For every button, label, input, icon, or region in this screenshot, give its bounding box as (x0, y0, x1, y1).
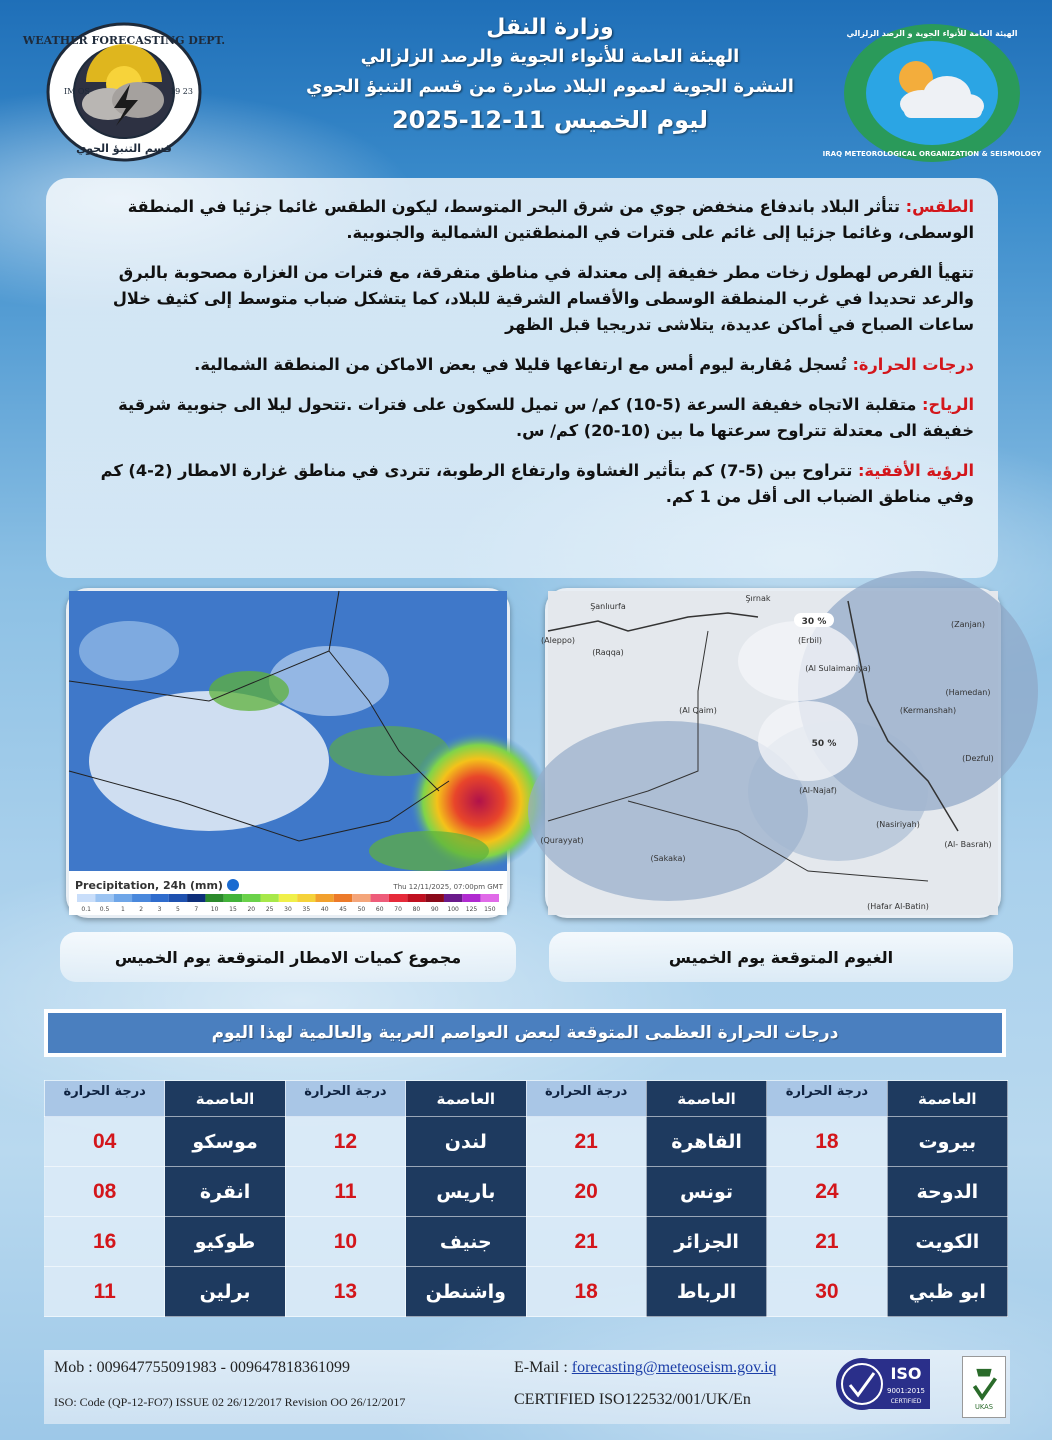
capital-temp: 24 (767, 1167, 887, 1217)
header (0, 0, 1052, 165)
email-line (514, 1359, 777, 1377)
scale-swatch (132, 894, 150, 902)
map-city-label: (Hamedan) (945, 688, 991, 697)
map-city-label: (Nasiriyah) (876, 820, 920, 829)
iso-badge-text: ISO (890, 1364, 922, 1383)
wind-paragraph (66, 392, 974, 444)
capital-name: موسكو (165, 1117, 285, 1167)
bulletin-subtitle: النشرة الجوية لعموم البلاد صادرة من قسم التنبؤ الجوي (306, 76, 794, 97)
visibility-label: الرؤية الأفقية: (857, 461, 974, 480)
map-city-label: (Dezful) (962, 754, 994, 763)
cloud-pct-center: 50 % (811, 739, 837, 749)
scale-tick-label: 30 (284, 906, 292, 913)
scale-swatch (77, 894, 95, 902)
map-city-label: (Zanjan) (951, 620, 985, 629)
scale-swatch (426, 894, 444, 902)
map-city-label: (Al Sulaimaniya) (805, 664, 871, 673)
capital-name: الجزائر (646, 1217, 766, 1267)
capital-name: انقرة (165, 1167, 285, 1217)
capital-name: الرباط (646, 1267, 766, 1317)
capital-temp: 21 (767, 1217, 887, 1267)
capital-name: باريس (406, 1167, 526, 1217)
scale-swatch (150, 894, 168, 902)
scale-tick-label: 50 (357, 906, 366, 913)
weather-bulletin (46, 178, 998, 578)
capital-name: لندن (406, 1117, 526, 1167)
capital-temp: 18 (767, 1117, 887, 1167)
scale-swatch (352, 894, 370, 902)
scale-tick-label: 0.1 (81, 906, 91, 913)
capital-name: بيروت (887, 1117, 1007, 1167)
logo-left-mark: IM OS (64, 87, 90, 96)
table-row (45, 1167, 1008, 1217)
scale-swatch (242, 894, 260, 902)
map-city-label: (Raqqa) (592, 648, 624, 657)
ministry-title: وزارة النقل (486, 15, 614, 40)
visibility-paragraph (66, 458, 974, 510)
visibility-text: تتراوح بين (5-7) كم بتأثير الغشاوة وارتفاع الرطوبة، تتردى في مناطق غزارة الامطار (2-4) كم وفي مناطق الضباب الى أقل من 1 كم. (100, 461, 974, 506)
capital-name: تونس (646, 1167, 766, 1217)
capital-name: واشنطن (406, 1267, 526, 1317)
table-row (45, 1267, 1008, 1317)
capital-temp: 21 (526, 1117, 646, 1167)
precip-map-caption: مجموع كميات الامطار المتوقعة يوم الخميس (60, 932, 516, 982)
capitals-banner-text: درجات الحرارة العظمى المتوقعة لبعض العواصم العربية والعالمية لهذا اليوم (48, 1013, 1002, 1053)
scale-tick-label: 40 (320, 906, 329, 913)
scale-tick-label: 125 (465, 906, 478, 913)
scale-swatch (114, 894, 132, 902)
temperature-label: درجات الحرارة: (852, 355, 974, 374)
logo-right-mark: 19 23 (170, 87, 193, 96)
info-icon (227, 879, 239, 891)
precip-legend-title: Precipitation, 24h (mm) (75, 879, 223, 892)
map-city-label: (Qurayyat) (540, 836, 584, 845)
map-city-label: (Hafar Al-Batin) (867, 902, 929, 911)
header-capital: العاصمة (165, 1081, 285, 1117)
scale-swatch (462, 894, 480, 902)
iso-badge-sub: 9001:2015 (887, 1387, 925, 1395)
mobile-numbers: Mob : 009647755091983 - 009647818361099 (54, 1359, 350, 1376)
map-city-label: (Al-Najaf) (799, 786, 837, 795)
header-temperature: درجة الحرارة (767, 1081, 887, 1117)
scale-tick-label: 25 (265, 906, 274, 913)
scale-tick-label: 1 (120, 906, 125, 913)
scale-swatch (481, 894, 499, 902)
scale-swatch (95, 894, 113, 902)
temperature-paragraph (66, 352, 974, 378)
cloud-map-caption: الغيوم المتوقعة يوم الخميس (549, 932, 1013, 982)
capital-name: طوكيو (165, 1217, 285, 1267)
header-temperature: درجة الحرارة (285, 1081, 405, 1117)
capital-name: جنيف (406, 1217, 526, 1267)
scale-tick-label: 20 (247, 906, 256, 913)
wind-label: الرياح: (922, 395, 974, 414)
capital-name: ابو ظبي (887, 1267, 1007, 1317)
map-city-label: Şanlıurfa (590, 602, 626, 611)
scale-tick-label: 15 (229, 906, 237, 913)
capital-temp: 11 (285, 1167, 405, 1217)
scale-swatch (187, 894, 205, 902)
weather-paragraph (66, 194, 974, 246)
capital-temp: 18 (526, 1267, 646, 1317)
table-row (45, 1217, 1008, 1267)
table-header-row (45, 1081, 1008, 1117)
map-city-label: (Sakaka) (650, 854, 686, 863)
bulletin-date: ليوم الخميس 11-12-2025 (391, 106, 709, 134)
scale-tick-label: 60 (375, 906, 384, 913)
scale-swatch (316, 894, 334, 902)
rain-paragraph: تتهيأ الفرص لهطول زخات مطر خفيفة إلى معتدلة في مناطق متفرقة، مع فترات من الغزارة مصحوبة بالبرق والرعد تحديدا في غرب المنطقة الوسطى والأقسام الشرقية للبلاد، كما يتشكل ضباب متوسط إلى كثيف خلال ساعات الصباح في أماكن عديدة، يتلاشى تدريجيا قبل الظهر (112, 263, 974, 334)
map-city-label: (Erbil) (797, 636, 823, 645)
weather-text: تتأثر البلاد باندفاع منخفض جوي من شرق البحر المتوسط، ليكون الطقس غائما جزئيا في المنطقة الوسطى، وغائما جزئيا إلى غائم على فترات في المنطقتين الشمالية والجنوبية. (127, 197, 974, 242)
wind-text: متقلبة الاتجاه خفيفة السرعة (5-10) كم/ س تميل للسكون على فترات .تتحول ليلا الى جنوبية شرقية خفيفة الى معتدلة تتراوح سرعتها ما بين (10-20) كم/ س. (118, 395, 974, 440)
scale-tick-label: 150 (484, 906, 496, 913)
map-city-label: (Kermanshah) (899, 706, 957, 715)
capital-temp: 20 (526, 1167, 646, 1217)
map-city-label: Şırnak (745, 594, 771, 603)
scale-swatch (260, 894, 278, 902)
scale-tick-label: 70 (394, 906, 402, 913)
temperature-text: تُسجل مُقاربة ليوم أمس مع ارتفاعها قليلا في بعض الاماكن من المنطقة الشمالية. (194, 355, 853, 374)
capital-temp: 16 (45, 1217, 165, 1267)
map-city-label: (Al Qaim) (679, 706, 717, 715)
capital-temp: 08 (45, 1167, 165, 1217)
precip-valid-time: Thu 12/11/2025, 07:00pm GMT (393, 883, 503, 891)
footer (44, 1350, 1010, 1424)
scale-swatch (169, 894, 187, 902)
scale-tick-label: 7 (194, 906, 199, 913)
scale-tick-label: 10 (210, 906, 219, 913)
table-row (45, 1117, 1008, 1167)
capital-temp: 11 (45, 1267, 165, 1317)
weather-forecasting-dept-logo (22, 22, 226, 162)
scale-tick-label: 3 (157, 906, 162, 913)
map-city-label: (Al- Basrah) (944, 840, 992, 849)
scale-tick-label: 35 (302, 906, 311, 913)
authority-title: الهيئة العامة للأنواء الجوية والرصد الزلزالي (360, 46, 740, 67)
scale-swatch (224, 894, 242, 902)
scale-swatch (371, 894, 389, 902)
precipitation-map (66, 588, 510, 918)
iso-certified-badge-icon (836, 1355, 934, 1413)
capitals-banner (44, 1009, 1006, 1057)
map-city-label: (Aleppo) (541, 636, 575, 645)
capital-temp: 13 (285, 1267, 405, 1317)
cloud-map (540, 588, 1001, 918)
header-capital: العاصمة (646, 1081, 766, 1117)
capital-name: الدوحة (887, 1167, 1007, 1217)
capital-name: القاهرة (646, 1117, 766, 1167)
header-temperature: درجة الحرارة (45, 1081, 165, 1117)
iraq-meteorological-organization-logo (822, 22, 1042, 164)
scale-tick-label: 5 (175, 906, 180, 913)
logo-left-ring-text: WEATHER FORECASTING DEPT. (22, 34, 226, 47)
header-capital: العاصمة (887, 1081, 1007, 1117)
header-capital: العاصمة (406, 1081, 526, 1117)
scale-swatch (407, 894, 425, 902)
capital-temp: 30 (767, 1267, 887, 1317)
ukas-logo-icon (962, 1356, 1006, 1418)
scale-tick-label: 45 (339, 906, 347, 913)
capital-temp: 12 (285, 1117, 405, 1167)
capitals-temperature-table (44, 1080, 1008, 1317)
iso-badge-sub2: CERTIFIED (890, 1398, 922, 1405)
scale-swatch (279, 894, 297, 902)
certification-line: CERTIFIED ISO122532/001/UK/En (514, 1391, 751, 1408)
capital-temp: 21 (526, 1217, 646, 1267)
scale-swatch (297, 894, 315, 902)
scale-tick-label: 80 (412, 906, 421, 913)
scale-swatch (389, 894, 407, 902)
logo-right-ring-text-en: IRAQ METEOROLOGICAL ORGANIZATION & SEISMOLOGY (822, 150, 1042, 158)
title-block (300, 14, 800, 136)
capital-name: الكويت (887, 1217, 1007, 1267)
header-temperature: درجة الحرارة (526, 1081, 646, 1117)
logo-right-ring-text-ar: الهيئة العامة للأنواء الجوية و الرصد الزلزالي (846, 29, 1018, 38)
email-label: E-Mail : (514, 1359, 572, 1376)
ukas-text: UKAS (975, 1402, 993, 1411)
capital-temp: 10 (285, 1217, 405, 1267)
scale-tick-label: 0.5 (99, 906, 110, 913)
scale-swatch (205, 894, 223, 902)
weather-label: الطقس: (905, 197, 974, 216)
scale-tick-label: 90 (430, 906, 439, 913)
scale-tick-label: 2 (139, 906, 144, 913)
email-link[interactable]: forecasting@meteoseism.gov.iq (571, 1359, 777, 1376)
logo-left-arabic: قسم التنبؤ الجوي (76, 142, 172, 155)
capital-name: برلين (165, 1267, 285, 1317)
iso-code-line: ISO: Code (QP-12-FO7) ISSUE 02 26/12/2017 Revision OO 26/12/2017 (54, 1395, 406, 1409)
scale-swatch (444, 894, 462, 902)
capital-temp: 04 (45, 1117, 165, 1167)
scale-swatch (334, 894, 352, 902)
cloud-pct-north: 30 % (801, 617, 827, 627)
scale-tick-label: 100 (447, 906, 459, 913)
